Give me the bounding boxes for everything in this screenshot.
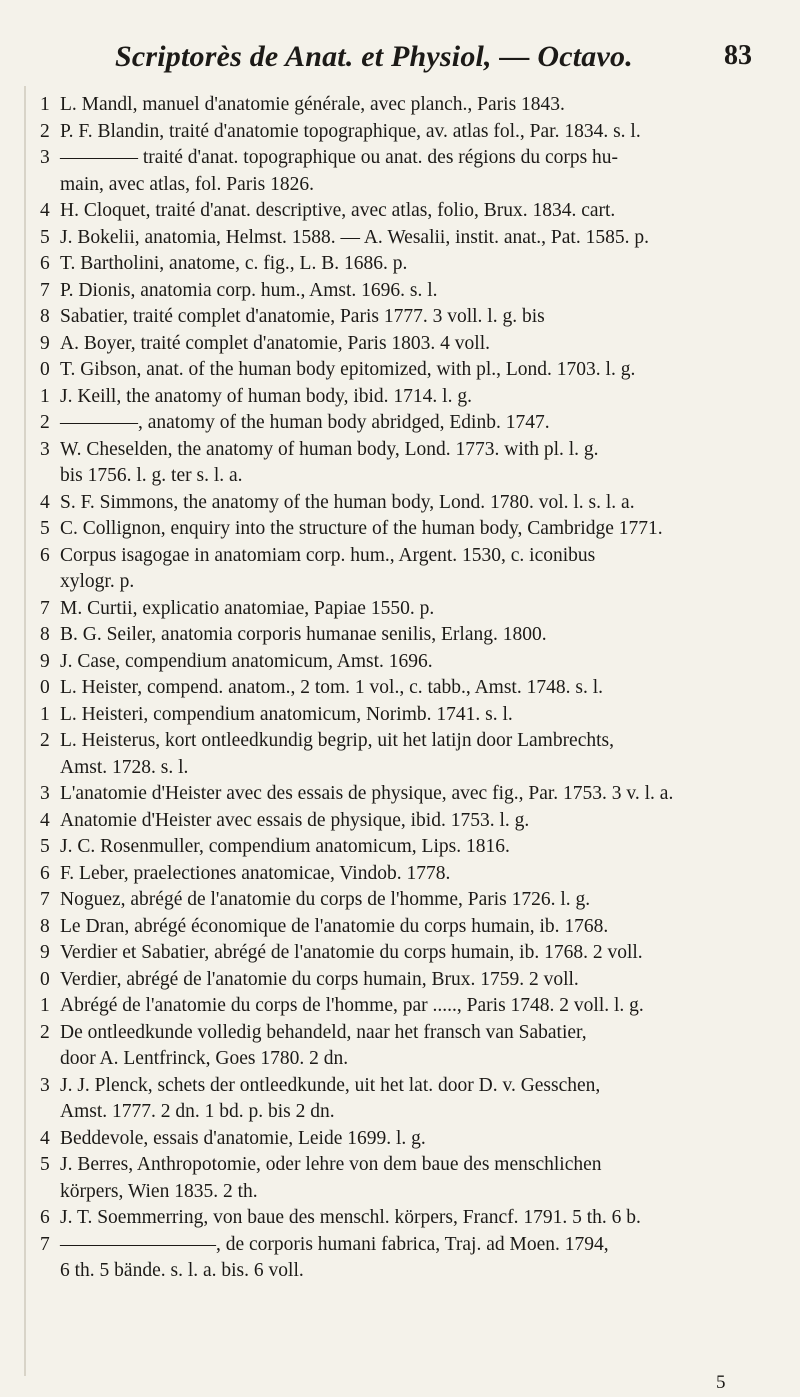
- entry-text: J. Bokelii, anatomia, Helmst. 1588. — A. Wesalii, instit. anat., Pat. 1585. p.: [60, 226, 649, 248]
- entry-text: Anatomie d'Heister avec essais de physique, ibid. 1753. l. g.: [60, 809, 530, 831]
- entry-number: 6: [40, 253, 50, 274]
- entry-number: 0: [40, 968, 50, 990]
- catalog-entry: [0, 728, 800, 781]
- entry-text: Sabatier, traité complet d'anatomie, Paris 1777. 3 voll. l. g. bis: [60, 306, 545, 327]
- entry-number: 4: [40, 809, 50, 831]
- entry-text: Noguez, abrégé de l'anatomie du corps de l'homme, Paris 1726. l. g.: [60, 889, 591, 910]
- entry-number: 2: [40, 412, 50, 433]
- catalog-entry: [0, 251, 800, 278]
- catalog-entry: [0, 1073, 800, 1126]
- entry-text: Verdier, abrégé de l'anatomie du corps humain, Brux. 1759. 2 voll.: [60, 968, 579, 990]
- entry-text: T. Gibson, anat. of the human body epitomized, with pl., Lond. 1703. l. g.: [60, 359, 636, 380]
- catalog-entry: [0, 119, 800, 146]
- catalog-entry: [0, 649, 800, 676]
- catalog-entry: [0, 490, 800, 517]
- catalog-entry: [0, 357, 800, 384]
- catalog-entry: [0, 304, 800, 331]
- entry-text: Beddevole, essais d'anatomie, Leide 1699. l. g.: [60, 1127, 426, 1149]
- entry-text: L. Heisterus, kort ontleedkundig begrip, uit het latijn door Lambrechts,: [60, 730, 614, 751]
- entry-text: De ontleedkunde volledig behandeld, naar het fransch van Sabatier,: [60, 1021, 587, 1043]
- catalog-entry: [0, 781, 800, 808]
- entry-text-continuation: bis 1756. l. g. ter s. l. a.: [60, 465, 243, 486]
- entry-text-continuation: 6 th. 5 bände. s. l. a. bis. 6 voll.: [60, 1260, 304, 1281]
- entry-number: 9: [40, 332, 50, 354]
- catalog-entry: [0, 225, 800, 252]
- catalog-entry: [0, 278, 800, 305]
- entry-number: 7: [40, 279, 50, 301]
- catalog-entry: [0, 145, 800, 198]
- entry-text: L. Mandl, manuel d'anatomie générale, avec planch., Paris 1843.: [60, 94, 565, 115]
- entry-text: L. Heisteri, compendium anatomicum, Norimb. 1741. s. l.: [60, 703, 513, 725]
- catalog-entry: [0, 1152, 800, 1205]
- catalog-entry: [0, 914, 800, 941]
- entry-number: 4: [40, 491, 50, 513]
- entry-text: J. J. Plenck, schets der ontleedkunde, uit het lat. door D. v. Gesschen,: [60, 1074, 601, 1096]
- entry-number: 1: [40, 995, 50, 1016]
- entry-number: 2: [40, 120, 50, 142]
- catalog-entry: [0, 887, 800, 914]
- entry-text: T. Bartholini, anatome, c. fig., L. B. 1686. p.: [60, 253, 408, 274]
- entry-number: 2: [40, 1021, 50, 1043]
- entry-number: 7: [40, 889, 50, 910]
- entry-number: 3: [40, 438, 50, 460]
- entry-number: 8: [40, 306, 50, 327]
- entry-text-continuation: Amst. 1728. s. l.: [60, 756, 189, 778]
- entry-text: Verdier et Sabatier, abrégé de l'anatomie du corps humain, ib. 1768. 2 voll.: [60, 942, 643, 963]
- catalog-entry: [0, 384, 800, 411]
- entry-number: 3: [40, 147, 50, 168]
- catalog-entry: [0, 516, 800, 543]
- catalog-entry: [0, 410, 800, 437]
- catalog-entry-list: [0, 92, 800, 1285]
- entry-text: J. C. Rosenmuller, compendium anatomicum, Lips. 1816.: [60, 836, 510, 857]
- entry-text: S. F. Simmons, the anatomy of the human body, Lond. 1780. vol. l. s. l. a.: [60, 491, 635, 513]
- entry-text: J. Berres, Anthropotomie, oder lehre von dem baue des menschlichen: [60, 1154, 602, 1175]
- entry-number: 3: [40, 1074, 50, 1096]
- catalog-entry: [0, 834, 800, 861]
- entry-text: F. Leber, praelectiones anatomicae, Vindob. 1778.: [60, 862, 451, 884]
- entry-text: B. G. Seiler, anatomia corporis humanae senilis, Erlang. 1800.: [60, 624, 547, 645]
- catalog-entry: [0, 198, 800, 225]
- catalog-entry: [0, 993, 800, 1020]
- entry-text-continuation: main, avec atlas, fol. Paris 1826.: [60, 173, 314, 195]
- catalog-entry: [0, 596, 800, 623]
- entry-number: 6: [40, 1207, 50, 1228]
- entry-text: ————————, de corporis humani fabrica, Traj. ad Moen. 1794,: [60, 1233, 609, 1255]
- catalog-entry: [0, 1205, 800, 1232]
- catalog-entry: [0, 702, 800, 729]
- entry-number: 7: [40, 1233, 50, 1255]
- catalog-entry: [0, 861, 800, 888]
- entry-text: M. Curtii, explicatio anatomiae, Papiae 1550. p.: [60, 597, 435, 619]
- entry-number: 5: [40, 226, 50, 248]
- signature-mark: 5: [716, 1372, 726, 1393]
- entry-number: 6: [40, 862, 50, 884]
- page-header: [0, 40, 800, 80]
- catalog-entry: [0, 622, 800, 649]
- entry-text: L'anatomie d'Heister avec des essais de physique, avec fig., Par. 1753. 3 v. l. a.: [60, 783, 674, 804]
- entry-number: 1: [40, 703, 50, 725]
- catalog-entry: [0, 1020, 800, 1073]
- entry-text: Abrégé de l'anatomie du corps de l'homme, par ....., Paris 1748. 2 voll. l. g.: [60, 995, 644, 1016]
- entry-text: W. Cheselden, the anatomy of human body, Lond. 1773. with pl. l. g.: [60, 438, 599, 460]
- entry-number: 0: [40, 677, 50, 698]
- catalog-entry: [0, 808, 800, 835]
- entry-number: 5: [40, 518, 50, 539]
- entry-number: 9: [40, 650, 50, 672]
- entry-text: ———— traité d'anat. topographique ou anat. des régions du corps hu-: [60, 147, 619, 168]
- entry-text: C. Collignon, enquiry into the structure of the human body, Cambridge 1771.: [60, 518, 663, 539]
- entry-number: 6: [40, 544, 50, 566]
- entry-text: J. T. Soemmerring, von baue des menschl. körpers, Francf. 1791. 5 th. 6 b.: [60, 1207, 641, 1228]
- entry-number: 8: [40, 624, 50, 645]
- catalog-entry: [0, 967, 800, 994]
- catalog-entry: [0, 675, 800, 702]
- catalog-entry: [0, 1232, 800, 1285]
- catalog-entry: [0, 92, 800, 119]
- catalog-entry: [0, 331, 800, 358]
- catalog-entry: [0, 940, 800, 967]
- entry-number: 3: [40, 783, 50, 804]
- entry-number: 0: [40, 359, 50, 380]
- entry-text: J. Keill, the anatomy of human body, ibid. 1714. l. g.: [60, 385, 472, 407]
- entry-number: 7: [40, 597, 50, 619]
- entry-text-continuation: körpers, Wien 1835. 2 th.: [60, 1180, 258, 1202]
- entry-number: 1: [40, 385, 50, 407]
- entry-number: 8: [40, 915, 50, 937]
- page-number: 83: [724, 40, 752, 71]
- entry-number: 9: [40, 942, 50, 963]
- entry-number: 1: [40, 94, 50, 115]
- entry-text: J. Case, compendium anatomicum, Amst. 1696.: [60, 650, 433, 672]
- entry-text: Corpus isagogae in anatomiam corp. hum., Argent. 1530, c. iconibus: [60, 544, 596, 566]
- entry-text: Le Dran, abrégé économique de l'anatomie du corps humain, ib. 1768.: [60, 915, 609, 937]
- entry-text: P. F. Blandin, traité d'anatomie topographique, av. atlas fol., Par. 1834. s. l.: [60, 120, 641, 142]
- entry-text: P. Dionis, anatomia corp. hum., Amst. 1696. s. l.: [60, 279, 438, 301]
- entry-number: 4: [40, 1127, 50, 1149]
- entry-text-continuation: door A. Lentfrinck, Goes 1780. 2 dn.: [60, 1048, 349, 1069]
- entry-text-continuation: Amst. 1777. 2 dn. 1 bd. p. bis 2 dn.: [60, 1101, 335, 1122]
- entry-number: 5: [40, 1154, 50, 1175]
- catalog-entry: [0, 543, 800, 596]
- entry-number: 5: [40, 836, 50, 857]
- entry-text-continuation: xylogr. p.: [60, 571, 135, 592]
- entry-text: H. Cloquet, traité d'anat. descriptive, avec atlas, folio, Brux. 1834. cart.: [60, 200, 616, 221]
- running-title: Scriptorès de Anat. et Physiol, — Octavo.: [115, 40, 633, 73]
- catalog-entry: [0, 437, 800, 490]
- entry-text: L. Heister, compend. anatom., 2 tom. 1 vol., c. tabb., Amst. 1748. s. l.: [60, 677, 603, 698]
- entry-number: 4: [40, 200, 50, 221]
- entry-text: A. Boyer, traité complet d'anatomie, Paris 1803. 4 voll.: [60, 332, 491, 354]
- entry-number: 2: [40, 730, 50, 751]
- entry-text: ————, anatomy of the human body abridged, Edinb. 1747.: [60, 412, 550, 433]
- catalog-entry: [0, 1126, 800, 1153]
